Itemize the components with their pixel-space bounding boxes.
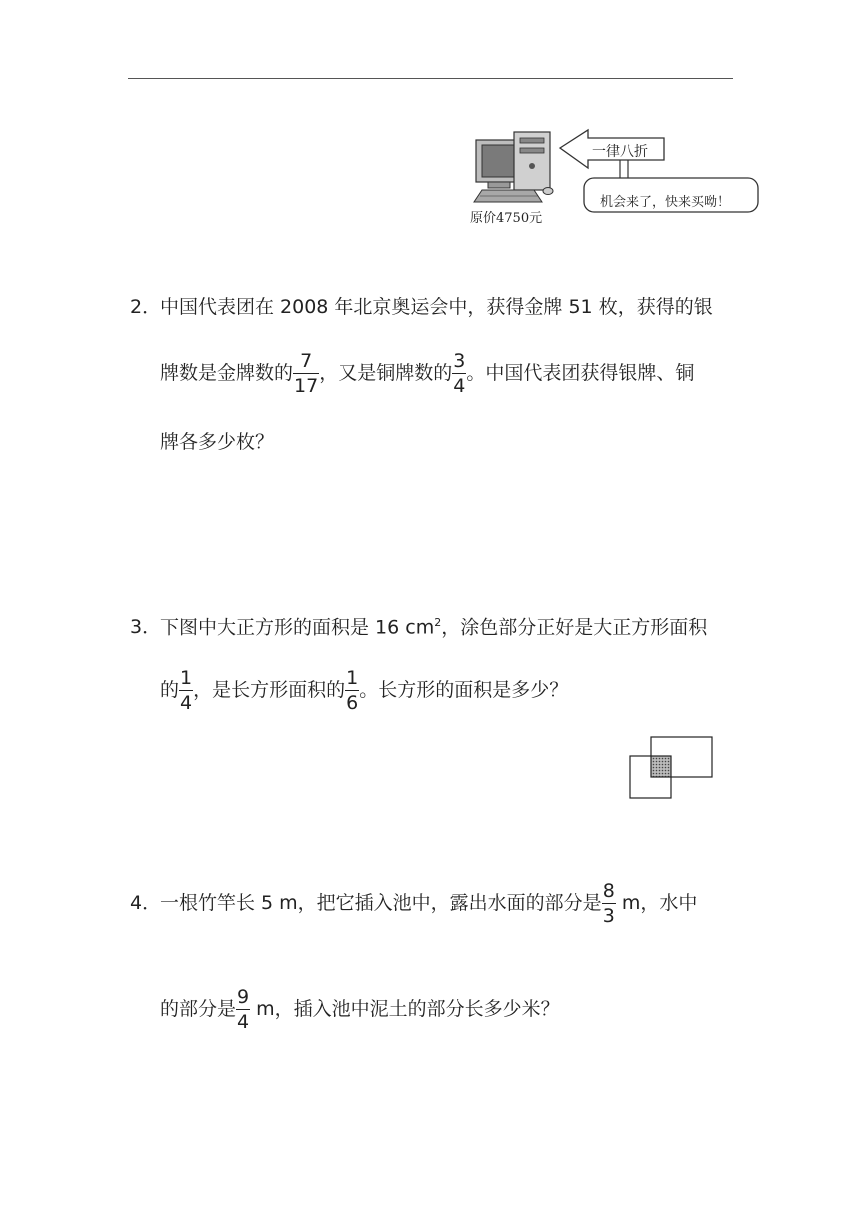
q4-text-c: 的部分是 <box>160 998 237 1020</box>
fraction-denominator: 3 <box>602 905 615 927</box>
q3-text-e: 。长方形的面积是多少？ <box>359 679 569 701</box>
q4-text-b: m，水中 <box>615 892 698 914</box>
q4-number: 4． <box>130 892 162 914</box>
q2-text-c: 。中国代表团获得银牌、铜 <box>466 362 695 384</box>
fraction-bar <box>452 373 466 374</box>
fraction-numerator: 1 <box>180 667 193 689</box>
fraction-1-4 <box>179 667 193 714</box>
q2-line1 <box>130 295 713 319</box>
fraction-3-4 <box>452 350 466 397</box>
q3-number: 3． <box>130 616 162 639</box>
fraction-bar <box>345 690 359 691</box>
fraction-bar <box>602 903 616 904</box>
q3-text-c: 的 <box>160 679 180 701</box>
q2-text-a: 牌数是金牌数的 <box>160 362 294 384</box>
q3-superscript: 2 <box>434 616 442 629</box>
q4-text-a: 一根竹竿长 5 m，把它插入池中，露出水面的部分是 <box>160 892 602 914</box>
q3-text-b: ，涂色部分正好是大正方形面积 <box>441 616 708 639</box>
fraction-9-4 <box>236 986 250 1033</box>
fraction-bar <box>179 690 193 691</box>
fraction-1-6 <box>345 667 359 714</box>
discount-sign-text: 一律八折 <box>592 144 648 160</box>
shaded-overlap <box>651 756 671 777</box>
q4-text-d: m，插入池中泥土的部分长多少米？ <box>250 998 560 1020</box>
computer-sale-illustration <box>462 118 762 236</box>
fraction-numerator: 3 <box>453 350 466 372</box>
fraction-bar <box>236 1009 250 1010</box>
q2-text-line1: 中国代表团在 2008 年北京奥运会中，获得金牌 51 枚，获得的银 <box>160 296 713 318</box>
q2-line2 <box>160 350 694 397</box>
original-price-label: 原价4750元 <box>470 211 543 226</box>
fraction-denominator: 4 <box>453 375 466 397</box>
fraction-7-17 <box>293 350 319 397</box>
fraction-denominator: 4 <box>180 692 193 714</box>
q2-text-b: ，又是铜牌数的 <box>319 362 453 384</box>
fraction-numerator: 8 <box>602 880 615 902</box>
square-rectangle-diagram <box>628 736 718 802</box>
q2-line3 <box>160 430 274 454</box>
fraction-denominator: 17 <box>294 375 319 397</box>
q3-line2 <box>160 667 568 714</box>
fraction-numerator: 1 <box>346 667 359 689</box>
speech-bubble-text: 机会来了，快来买呦！ <box>600 195 731 210</box>
q2-number: 2． <box>130 296 162 318</box>
fraction-numerator: 9 <box>237 986 250 1008</box>
header-rule <box>128 78 733 79</box>
fraction-denominator: 4 <box>237 1011 250 1033</box>
q4-line1 <box>130 880 697 927</box>
q3-text-d: ，是长方形面积的 <box>193 679 346 701</box>
q2-text-line3: 牌各多少枚？ <box>160 431 275 453</box>
fraction-numerator: 7 <box>300 350 313 372</box>
fraction-8-3 <box>602 880 616 927</box>
q3-text-a: 下图中大正方形的面积是 16 cm <box>160 616 435 639</box>
fraction-bar <box>293 373 319 374</box>
q4-line2 <box>160 986 560 1033</box>
fraction-denominator: 6 <box>346 692 359 714</box>
q3-line1 <box>130 611 707 639</box>
